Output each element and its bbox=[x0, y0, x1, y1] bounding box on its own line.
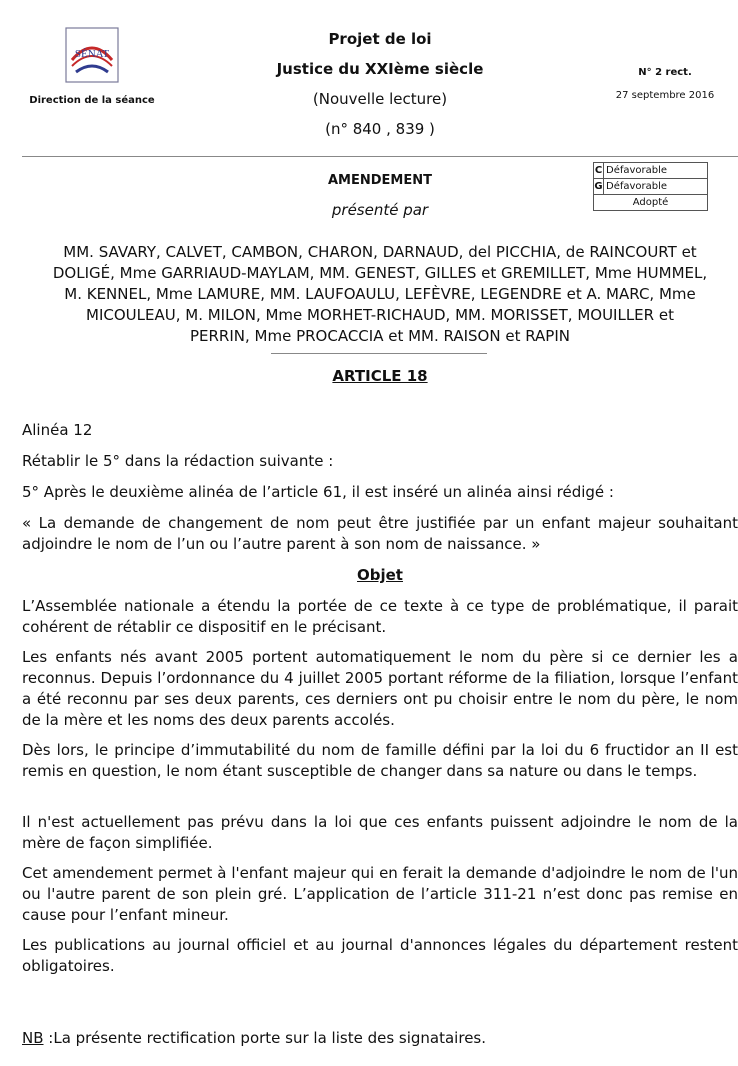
logo-text: SÉNAT bbox=[74, 48, 110, 60]
title-line-2: Justice du XXIème siècle bbox=[276, 60, 484, 78]
authors-line: DOLIGÉ, Mme GARRIAUD-MAYLAM, MM. GENEST, GILLES et GREMILLET, Mme HUMMEL, bbox=[52, 264, 708, 282]
avis-code: C bbox=[594, 163, 604, 179]
article-heading: ARTICLE 18 bbox=[332, 367, 428, 385]
authors-line: MM. SAVARY, CALVET, CAMBON, CHARON, DARNAUD, del PICCHIA, de RAINCOURT et bbox=[63, 243, 697, 261]
avis-label: Défavorable bbox=[604, 163, 708, 179]
direction-label: Direction de la séance bbox=[29, 95, 155, 106]
avis-label: Défavorable bbox=[604, 179, 708, 195]
authors-line: MICOULEAU, M. MILON, Mme MORHET-RICHAUD, MM. MORISSET, MOUILLER et bbox=[86, 306, 674, 324]
authors-line: M. KENNEL, Mme LAMURE, MM. LAUFOAULU, LEFÈVRE, LEGENDRE et A. MARC, Mme bbox=[64, 285, 696, 303]
authors-list bbox=[22, 242, 738, 347]
dispositif-paragraph: 5° Après le deuxième alinéa de l’article 61, il est inséré un alinéa ainsi rédigé : bbox=[22, 483, 614, 501]
amendment-date: 27 septembre 2016 bbox=[615, 90, 715, 101]
nb-note bbox=[22, 1028, 738, 1049]
objet-paragraph: Il n'est actuellement pas prévu dans la loi que ces enfants puissent adjoindre le nom de la mère de façon simplifiée. bbox=[22, 813, 738, 852]
avis-table bbox=[593, 162, 708, 211]
objet-paragraph: Les enfants nés avant 2005 portent automatiquement le nom du père si ce dernier les a reconnus. Depuis l’ordonnance du 4 juillet 2005 portant réforme de la filiation, lorsque l’enfant a été reconnu par ses deux parents, ces derniers ont pu choisir entre le nom du père, le nom de la mère et les noms des deux parents accolés. bbox=[22, 648, 738, 729]
header-divider bbox=[22, 156, 738, 157]
avis-row bbox=[594, 195, 708, 211]
amendment-id bbox=[600, 66, 730, 103]
objet-paragraph: Cet amendement permet à l'enfant majeur qui en ferait la demande d'adjoindre le nom de l'un ou l'autre parent de son plein gré. L’application de l’article 311-21 n’est donc pas remise en cause pour l’enfant mineur. bbox=[22, 864, 738, 924]
avis-row bbox=[594, 179, 708, 195]
nb-key: NB bbox=[22, 1029, 44, 1047]
avis-row bbox=[594, 163, 708, 179]
title-line-1: Projet de loi bbox=[328, 30, 432, 48]
authors-line: PERRIN, Mme PROCACCIA et MM. RAISON et RAPIN bbox=[189, 327, 570, 345]
avis-code: G bbox=[594, 179, 604, 195]
dispositif-paragraph: Rétablir le 5° dans la rédaction suivante : bbox=[22, 452, 334, 470]
nb-text: :La présente rectification porte sur la liste des signataires. bbox=[43, 1029, 487, 1047]
title-line-4: (n° 840 , 839 ) bbox=[325, 120, 435, 138]
dispositif-paragraph: Alinéa 12 bbox=[22, 421, 93, 439]
objet-paragraph: Dès lors, le principe d’immutabilité du nom de famille défini par la loi du 6 fructidor an II est remis en question, le nom étant susceptible de changer dans sa nature ou dans le temps. bbox=[22, 741, 738, 780]
objet-heading: Objet bbox=[357, 566, 403, 584]
objet-paragraph: L’Assemblée nationale a étendu la portée de ce texte à ce type de problématique, il parait cohérent de rétablir ce dispositif en le précisant. bbox=[22, 597, 738, 636]
presente-par: présenté par bbox=[331, 201, 429, 219]
amendement-heading: AMENDEMENT bbox=[328, 173, 432, 188]
authors-divider bbox=[271, 353, 487, 354]
bill-title bbox=[230, 28, 530, 148]
objet-paragraph: Les publications au journal officiel et au journal d'annonces légales du département restent obligatoires. bbox=[22, 936, 738, 975]
avis-label: Adopté bbox=[594, 195, 708, 211]
dispositif-quote: « La demande de changement de nom peut être justifiée par un enfant majeur souhaitant adjoindre le nom de l’un ou l’autre parent à son nom de naissance. » bbox=[22, 514, 738, 553]
title-line-3: (Nouvelle lecture) bbox=[312, 90, 448, 108]
amendment-number: N° 2 rect. bbox=[638, 67, 692, 78]
senat-logo bbox=[62, 26, 122, 84]
